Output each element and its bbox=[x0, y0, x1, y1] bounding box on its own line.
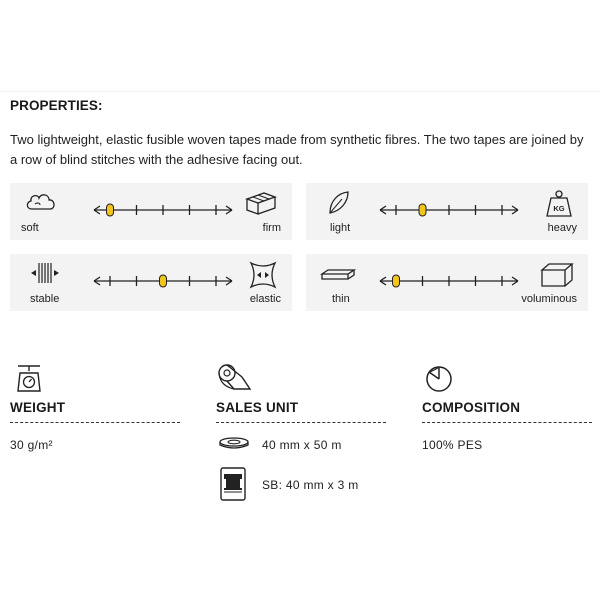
composition-value: 100% PES bbox=[422, 438, 483, 452]
composition-title: COMPOSITION bbox=[422, 400, 521, 415]
property-elasticity bbox=[10, 254, 292, 311]
volume-right-label: voluminous bbox=[521, 293, 577, 305]
softness-scale-marker bbox=[107, 204, 114, 216]
scale-icon bbox=[14, 363, 44, 398]
svg-text:KG: KG bbox=[553, 204, 565, 213]
tape-reel-icon bbox=[216, 434, 252, 457]
stretch-icon bbox=[248, 260, 278, 295]
volume-left-label: thin bbox=[332, 293, 350, 305]
composition-divider bbox=[422, 422, 592, 423]
softness-right-label: firm bbox=[262, 222, 281, 234]
kg-weight-icon bbox=[544, 189, 574, 224]
elasticity-scale bbox=[92, 272, 234, 290]
feather-icon bbox=[326, 189, 352, 222]
elasticity-right-label: elastic bbox=[249, 293, 281, 305]
property-softness bbox=[10, 183, 292, 240]
property-weight bbox=[306, 183, 588, 240]
weight-value: 30 g/m² bbox=[10, 438, 53, 452]
brick-icon bbox=[244, 189, 278, 222]
sales-unit-title: SALES UNIT bbox=[216, 400, 299, 415]
weight-scale-marker bbox=[419, 204, 426, 216]
sales-unit-card-text: SB: 40 mm x 3 m bbox=[262, 478, 359, 492]
top-band bbox=[0, 0, 600, 92]
thin-slab-icon bbox=[320, 266, 356, 289]
pie-icon bbox=[424, 364, 454, 399]
volume-scale bbox=[378, 272, 520, 290]
weight-title: WEIGHT bbox=[10, 400, 66, 415]
properties-description: Two lightweight, elastic fusible woven tapes made from synthetic fibres. The two tapes are joined by a row of blind stitches with the adhesive facing out. bbox=[10, 132, 584, 167]
weight-scale bbox=[378, 201, 520, 219]
softness-left-label: soft bbox=[21, 222, 39, 234]
tape-roll-icon bbox=[216, 362, 252, 397]
sales-unit-roll-text: 40 mm x 50 m bbox=[262, 438, 342, 452]
weight-right-label: heavy bbox=[547, 222, 577, 234]
weight-left-label: light bbox=[330, 222, 351, 234]
cloud-icon bbox=[24, 189, 58, 220]
spool-card-icon bbox=[219, 466, 247, 507]
sales-unit-divider bbox=[216, 422, 386, 423]
properties-heading: PROPERTIES: bbox=[10, 98, 103, 113]
softness-scale bbox=[92, 201, 234, 219]
volume-scale-marker bbox=[393, 275, 400, 287]
weight-divider bbox=[10, 422, 180, 423]
property-volume bbox=[306, 254, 588, 311]
voluminous-box-icon bbox=[540, 260, 574, 293]
elasticity-scale-marker bbox=[160, 275, 167, 287]
elasticity-left-label: stable bbox=[30, 293, 60, 305]
stable-lines-icon bbox=[30, 260, 60, 291]
